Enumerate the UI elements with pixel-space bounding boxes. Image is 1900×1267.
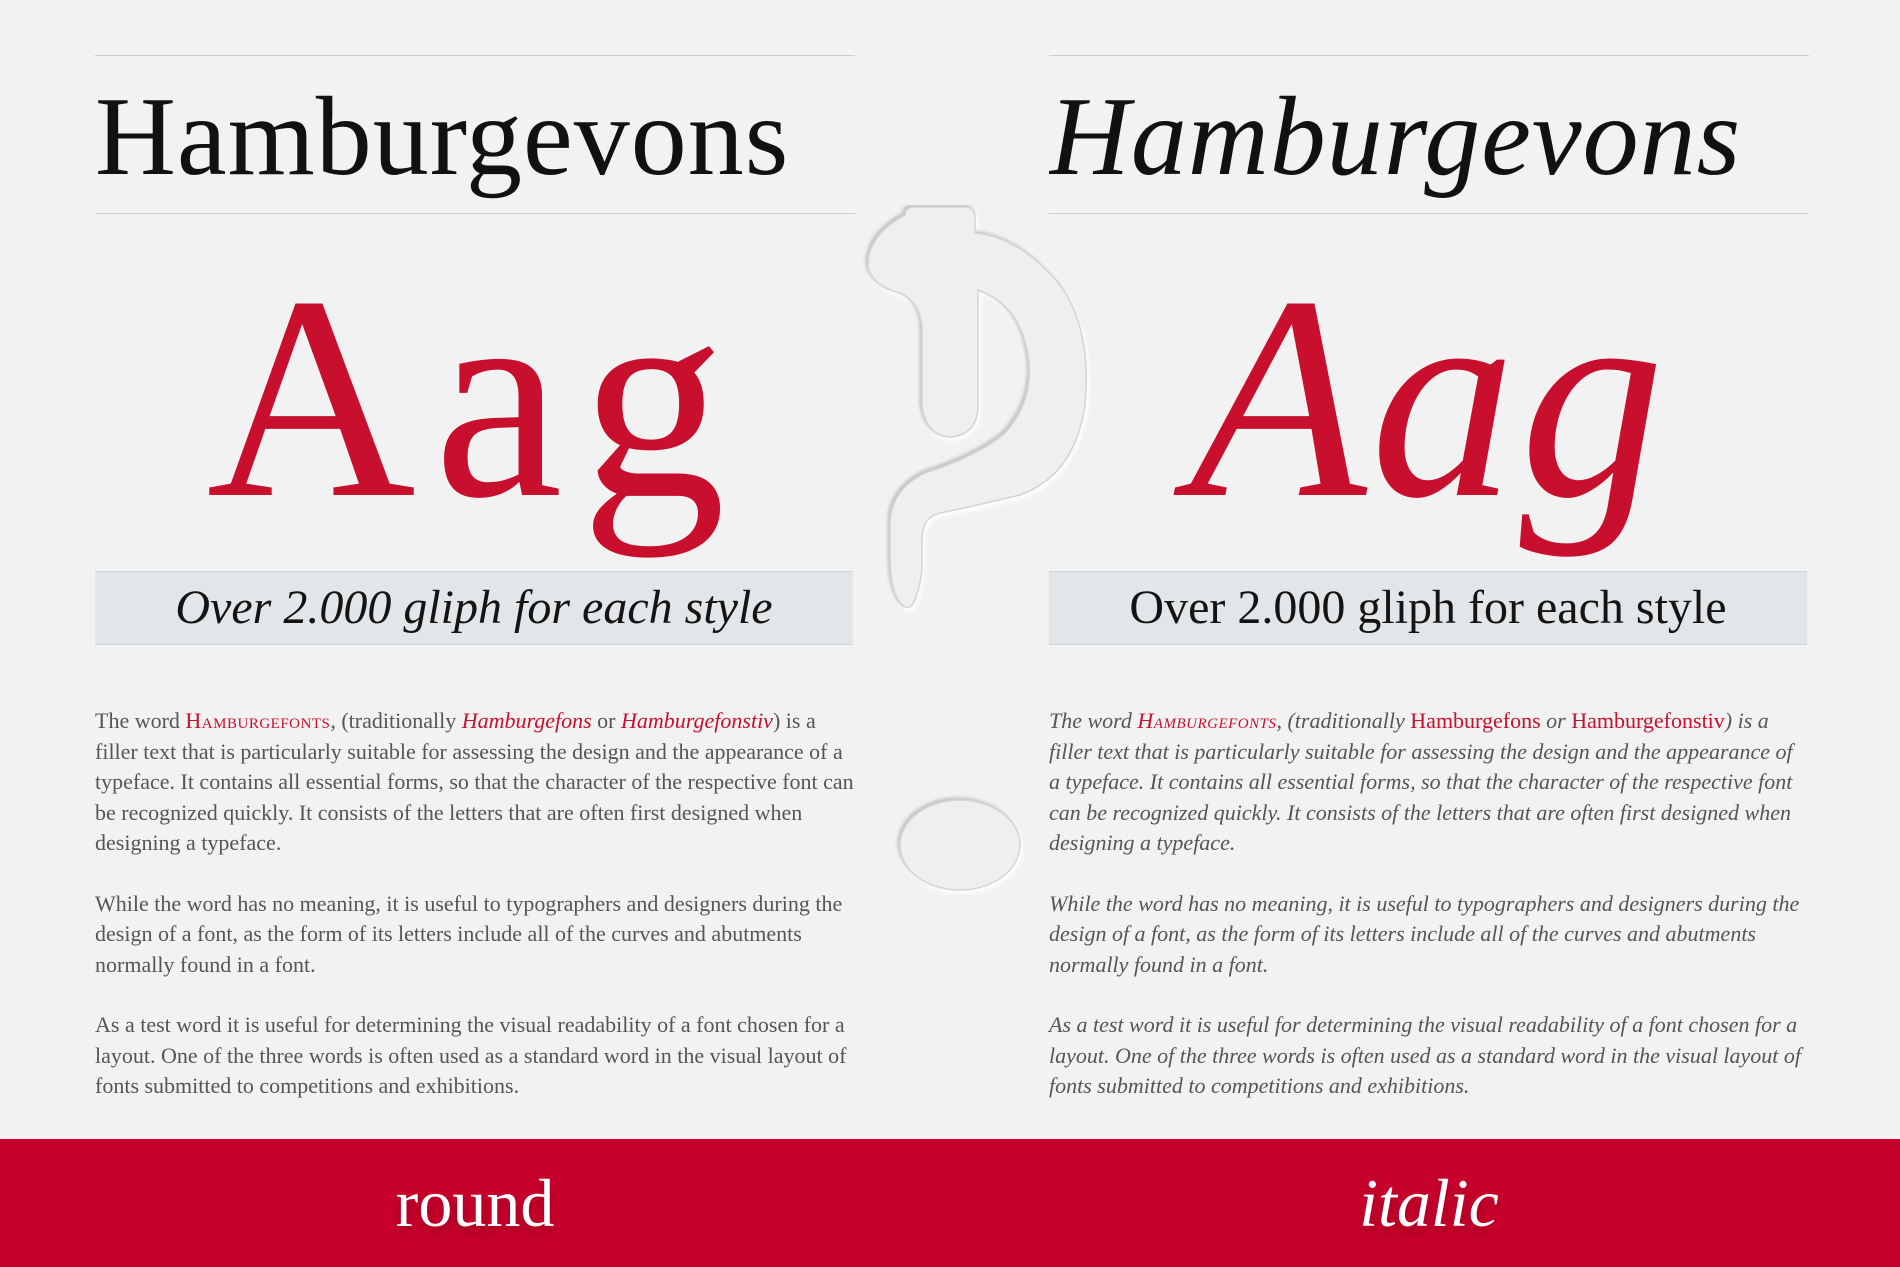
description-round: [95, 706, 855, 1132]
paragraph-2: While the word has no meaning, it is useful to typographers and designers during the design of a font, as the form of its letters include all of the curves and abutments normally found in a font.: [95, 890, 843, 977]
text-segment: , (traditionally: [330, 708, 462, 733]
description-italic: [1049, 706, 1809, 1132]
bottom-divider: [95, 213, 855, 214]
footer-bar: [0, 1139, 1900, 1267]
highlight-term: Hamburgefonstiv: [621, 708, 773, 733]
top-divider: [1049, 55, 1809, 56]
text-segment: or: [1540, 708, 1572, 733]
specimen-word-italic: Hamburgevons: [1049, 75, 1742, 199]
small-caps-term: Hamburgefonts: [185, 708, 331, 733]
highlight-term: Hamburgefonstiv: [1571, 708, 1725, 733]
text-segment: or: [591, 708, 621, 733]
small-caps-term: Hamburgefonts: [1137, 708, 1277, 733]
glyph-count-banner-round: Over 2.000 gliph for each style: [95, 571, 853, 645]
paragraph-1: [1049, 706, 1809, 859]
glyph-count-banner-italic: Over 2.000 gliph for each style: [1049, 571, 1807, 645]
paragraph-3: As a test word it is useful for determining the visual readability of a font chosen for a layout. One of the three words is often used as a standard word in the visual layout of fonts submitted to competitions and exhibitions.: [1049, 1012, 1802, 1098]
top-divider: [95, 55, 855, 56]
text-segment: ) is a filler text that is particularly suitable for assessing the design and the appearance of a typeface. It contains all essential forms, so that the character of the respective font can be recognized quickly. It consists of the letters that are often first designed when designing a typeface.: [1049, 708, 1793, 855]
text-segment: ) is a filler text that is particularly suitable for assessing the design and the appearance of a typeface. It contains all essential forms, so that the character of the respective font can be recognized quickly. It consists of the letters that are often first designed when designing a typeface.: [95, 708, 854, 855]
text-segment: The word: [1049, 708, 1138, 733]
highlight-term: Hamburgefons: [1410, 708, 1541, 733]
style-label-round: round: [395, 1165, 555, 1241]
bottom-divider: [1049, 213, 1809, 214]
text-segment: , (traditionally: [1276, 708, 1411, 733]
paragraph-2: While the word has no meaning, it is useful to typographers and designers during the design of a font, as the form of its letters include all of the curves and abutments normally found in a font.: [1049, 890, 1800, 977]
glyph-sample-round: Aag: [206, 237, 744, 558]
paragraph-1: [95, 706, 855, 859]
specimen-word-round: Hamburgevons: [95, 75, 790, 199]
style-label-italic: italic: [1359, 1165, 1499, 1241]
glyph-sample-italic: Aag: [1189, 237, 1669, 558]
text-segment: The word: [95, 708, 186, 733]
highlight-term: Hamburgefons: [461, 708, 592, 733]
paragraph-3: As a test word it is useful for determining the visual readability of a font chosen for a layout. One of the three words is often used as a standard word in the visual layout of fonts submitted to competitions and exhibitions.: [95, 1012, 847, 1098]
